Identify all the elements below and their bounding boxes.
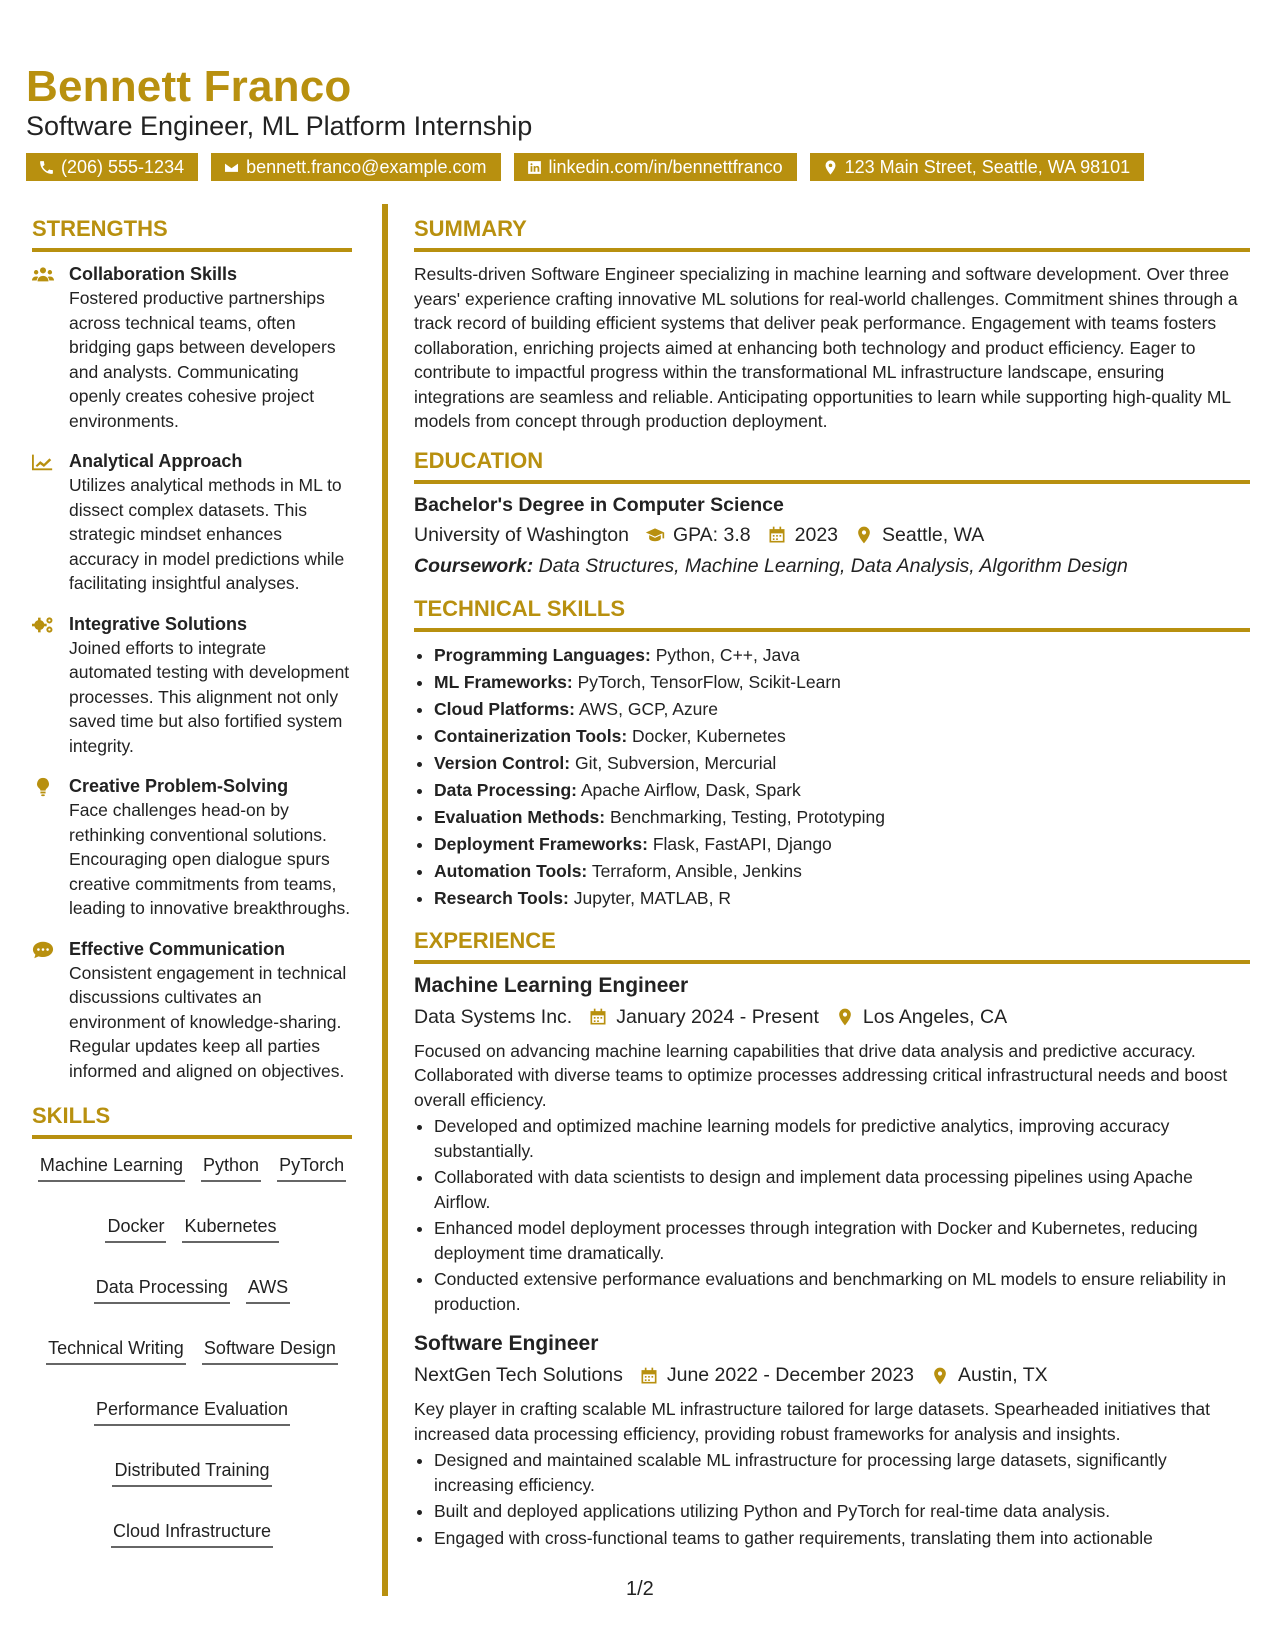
tech-skill-value: Benchmarking, Testing, Prototyping xyxy=(610,806,885,827)
tech-skill-value: Apache Airflow, Dask, Spark xyxy=(580,779,801,800)
skill-tag: Python xyxy=(201,1153,261,1182)
tech-skill-item xyxy=(434,885,1250,912)
users-icon xyxy=(32,265,54,285)
strength-item xyxy=(32,612,352,759)
job-bullet: • Built and deployed applications utilizing Python and PyTorch for real-time data analysis. xyxy=(434,1499,1250,1524)
strength-description: Face challenges head-on by rethinking conventional solutions. Encouraging open dialogue spurs creative commitments from teams, leading to innovative breakthroughs. xyxy=(69,800,351,918)
tech-skill-value: PyTorch, TensorFlow, Scikit-Learn xyxy=(577,671,841,692)
tech-skill-value: Flask, FastAPI, Django xyxy=(652,833,832,854)
skill-tag: PyTorch xyxy=(277,1153,346,1182)
contact-linkedin[interactable] xyxy=(514,153,797,181)
contact-linkedin-text: linkedin.com/in/bennettfranco xyxy=(548,157,783,177)
strength-title: Collaboration Skills xyxy=(69,264,238,284)
map-pin-icon xyxy=(822,159,839,176)
job-bullet: • Developed and optimized machine learning models for predictive analytics, improving accuracy substantially. xyxy=(434,1114,1250,1163)
contact-address[interactable] xyxy=(810,153,1145,181)
skill-tag: Data Processing xyxy=(94,1275,230,1304)
contact-email-text: bennett.franco@example.com xyxy=(246,157,487,177)
summary-text: Results-driven Software Engineer specializing in machine learning and software development. Over three years' experience crafting innovative ML solutions for real-world challenges. Commitment shines through a track record of building efficient systems that deliver peak performance. Engagement with teams fosters collaboration, enriching projects aimed at enhancing both technology and product efficiency. Eager to contribute to impactful progress within the transformational ML infrastructure landscape, ensuring integrations are seamless and reliable. Anticipating opportunities to learn while supporting high-quality ML models from concept through production deployment. xyxy=(414,264,1238,431)
job-bullet: • Enhanced model deployment processes through integration with Docker and Kubernetes, reducing deployment time dramatically. xyxy=(434,1216,1250,1265)
contact-email[interactable] xyxy=(211,153,500,181)
tech-skill-label: Containerization Tools: xyxy=(434,725,628,746)
calendar-icon xyxy=(767,525,787,545)
tech-skill-item xyxy=(434,642,1250,669)
page-number: 1/2 xyxy=(626,1578,654,1600)
envelope-icon xyxy=(223,159,240,176)
strength-item xyxy=(32,262,352,433)
coursework xyxy=(414,555,1250,578)
tech-skill-item xyxy=(434,750,1250,777)
skill-tag: Machine Learning xyxy=(38,1153,185,1182)
job-dates: January 2024 - Present xyxy=(616,1005,819,1028)
skill-tag: Cloud Infrastructure xyxy=(111,1519,273,1548)
job-dates: June 2022 - December 2023 xyxy=(666,1364,915,1386)
chart-line-icon xyxy=(32,452,54,472)
tech-skill-item xyxy=(434,696,1250,723)
job-description: Focused on advancing machine learning capabilities that drive data analysis and predictive accuracy. Collaborated with diverse teams to optimize processes addressing critical infrastructural needs and boost overall efficiency. xyxy=(414,1040,1228,1110)
technical-skills-list xyxy=(414,642,1250,912)
contact-address-text: 123 Main Street, Seattle, WA 98101 xyxy=(844,157,1131,177)
comment-icon xyxy=(32,940,54,960)
skill-tag: Distributed Training xyxy=(112,1458,271,1487)
skill-tag: Technical Writing xyxy=(46,1336,186,1365)
job-title: Machine Learning Engineer xyxy=(414,973,689,997)
skill-tag: Kubernetes xyxy=(182,1214,278,1243)
strength-item xyxy=(32,937,352,1084)
tech-skill-item xyxy=(434,804,1250,831)
calendar-icon xyxy=(639,1366,659,1386)
job-bullet: • Conducted extensive performance evaluations and benchmarking on ML models to ensure reliability in production. xyxy=(434,1267,1250,1316)
tech-skill-label: Automation Tools: xyxy=(434,860,588,881)
graduation-cap-icon xyxy=(645,525,665,545)
degree-title: Bachelor's Degree in Computer Science xyxy=(414,493,784,516)
tech-skill-value: Terraform, Ansible, Jenkins xyxy=(591,860,802,881)
column-divider xyxy=(382,204,388,1596)
skills-list xyxy=(32,1153,352,1548)
job-location: Austin, TX xyxy=(958,1364,1048,1386)
strengths-heading: STRENGTHS xyxy=(32,216,352,252)
company-name: Data Systems Inc. xyxy=(414,1005,573,1028)
calendar-icon xyxy=(588,1007,608,1027)
contact-phone[interactable] xyxy=(26,153,198,181)
job-bullets xyxy=(414,1114,1250,1316)
education-meta xyxy=(414,524,1250,547)
strength-item xyxy=(32,449,352,596)
skills-heading: SKILLS xyxy=(32,1103,352,1139)
graduation-year: 2023 xyxy=(794,523,839,546)
coursework-list: Data Structures, Machine Learning, Data Analysis, Algorithm Design xyxy=(538,554,1128,577)
job-bullets xyxy=(414,1448,1250,1550)
strength-title: Analytical Approach xyxy=(69,451,243,471)
education-heading: EDUCATION xyxy=(414,448,1250,484)
linkedin-icon xyxy=(526,159,543,176)
job-entry xyxy=(414,1332,1250,1550)
technical-skills-heading: TECHNICAL SKILLS xyxy=(414,596,1250,632)
tech-skill-label: Data Processing: xyxy=(434,779,577,800)
strength-description: Consistent engagement in technical discussions cultivates an environment of knowledge-sharing. Regular updates keep all parties informed and aligned on objectives. xyxy=(69,962,347,1081)
job-entry xyxy=(414,974,1250,1317)
skill-tag: Software Design xyxy=(202,1336,338,1365)
tech-skill-label: Research Tools: xyxy=(434,887,569,908)
tech-skill-value: Jupyter, MATLAB, R xyxy=(573,887,731,908)
gears-icon xyxy=(32,615,54,635)
job-location: Los Angeles, CA xyxy=(862,1005,1008,1028)
tech-skill-item xyxy=(434,669,1250,696)
skill-tag: Performance Evaluation xyxy=(94,1397,290,1426)
tech-skill-label: Version Control: xyxy=(434,752,571,773)
job-description: Key player in crafting scalable ML infrastructure tailored for large datasets. Spearheaded initiatives that increased data processing efficiency, providing robust frameworks for analysis and insights. xyxy=(414,1399,1211,1444)
map-pin-icon xyxy=(835,1007,855,1027)
tech-skill-item xyxy=(434,858,1250,885)
job-bullet: • Collaborated with data scientists to design and implement data processing pipelines using Apache Airflow. xyxy=(434,1165,1250,1214)
tech-skill-item xyxy=(434,831,1250,858)
experience-heading: EXPERIENCE xyxy=(414,928,1250,964)
phone-icon xyxy=(38,159,55,176)
contact-phone-text: (206) 555-1234 xyxy=(61,157,185,177)
tech-skill-label: Deployment Frameworks: xyxy=(434,833,648,854)
job-meta xyxy=(414,1364,1250,1387)
strength-title: Integrative Solutions xyxy=(69,613,248,634)
lightbulb-icon xyxy=(32,777,54,797)
contact-bar xyxy=(26,153,1144,181)
tech-skill-item xyxy=(434,777,1250,804)
strength-description: Joined efforts to integrate automated testing with development processes. This alignment not only saved time but also fortified system integrity. xyxy=(69,637,350,756)
skill-tag: AWS xyxy=(246,1275,290,1304)
tech-skill-label: Evaluation Methods: xyxy=(434,806,606,827)
skill-tag: Docker xyxy=(105,1214,166,1243)
strength-item xyxy=(32,774,352,921)
tech-skill-label: Programming Languages: xyxy=(434,644,651,665)
tech-skill-item xyxy=(434,723,1250,750)
tech-skill-value: Docker, Kubernetes xyxy=(632,725,786,746)
tech-skill-value: Git, Subversion, Mercurial xyxy=(575,752,777,773)
right-column xyxy=(414,216,1250,1566)
job-meta xyxy=(414,1006,1250,1029)
gpa-value: GPA: 3.8 xyxy=(672,523,751,546)
tech-skill-label: Cloud Platforms: xyxy=(434,698,575,719)
map-pin-icon xyxy=(930,1366,950,1386)
company-name: NextGen Tech Solutions xyxy=(414,1364,623,1386)
job-bullet: • Engaged with cross-functional teams to gather requirements, translating them into actionable xyxy=(434,1526,1250,1551)
strength-title: Creative Problem-Solving xyxy=(69,776,289,796)
tech-skill-value: AWS, GCP, Azure xyxy=(578,698,718,719)
job-target-title: Software Engineer, ML Platform Internship xyxy=(26,111,533,141)
tech-skill-label: ML Frameworks: xyxy=(434,671,573,692)
strength-description: Utilizes analytical methods in ML to dissect complex datasets. This strategic mindset enhances accuracy in model predictions while facilitating insightful analyses. xyxy=(69,475,345,593)
strength-title: Effective Communication xyxy=(69,938,286,959)
map-pin-icon xyxy=(854,525,874,545)
left-column xyxy=(32,216,352,1548)
coursework-label: Coursework: xyxy=(414,554,534,577)
school-name: University of Washington xyxy=(414,523,629,546)
candidate-name: Bennett Franco xyxy=(26,62,352,111)
job-bullet: • Designed and maintained scalable ML infrastructure for processing large datasets, significantly increasing efficiency. xyxy=(434,1448,1250,1497)
school-location: Seattle, WA xyxy=(882,523,985,546)
strength-description: Fostered productive partnerships across technical teams, often bridging gaps between developers and analysts. Communicating openly creates cohesive project environments. xyxy=(69,288,336,431)
job-title: Software Engineer xyxy=(414,1332,599,1355)
tech-skill-value: Python, C++, Java xyxy=(655,644,800,665)
summary-heading: SUMMARY xyxy=(414,216,1250,252)
